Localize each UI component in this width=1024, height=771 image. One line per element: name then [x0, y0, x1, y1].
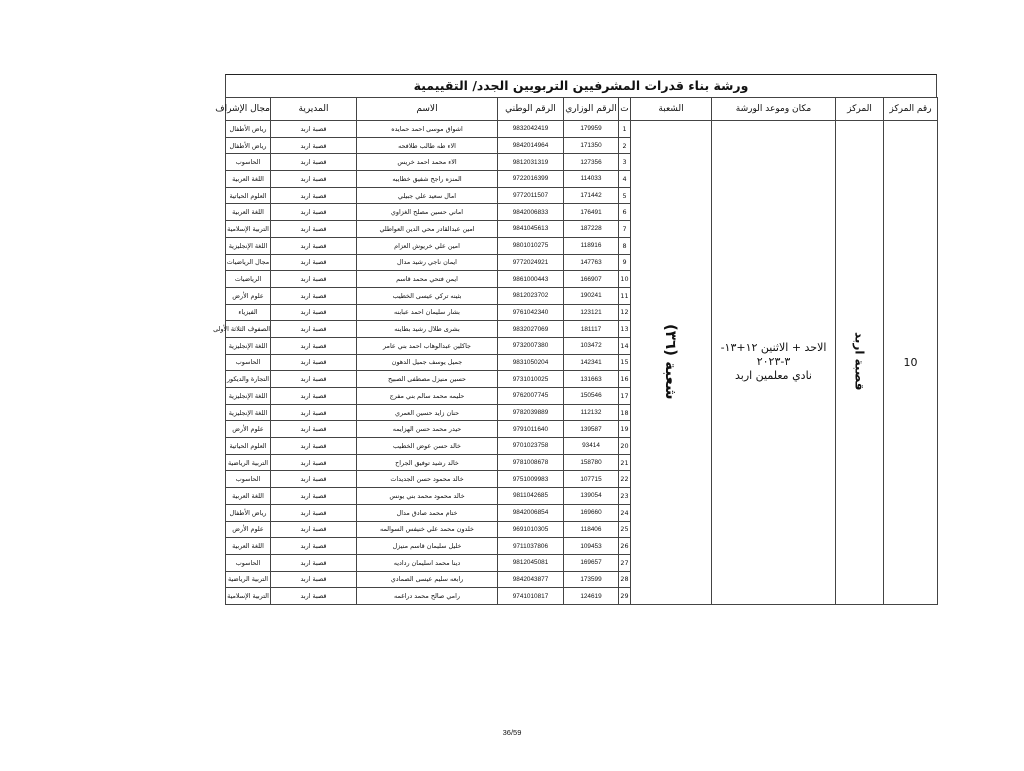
serial-cell: 8: [619, 237, 631, 254]
ministry-number-cell: 190241: [564, 287, 619, 304]
name-cell: امال سعيد علي جبيلي: [357, 187, 498, 204]
supervision-field-cell: الصفوف الثلاثة الأولى: [226, 321, 271, 338]
header-place-date: مكان وموعد الورشة: [712, 98, 836, 121]
supervision-field-cell: التربية الرياضية: [226, 571, 271, 588]
directorate-cell: قصبة اربد: [271, 454, 357, 471]
supervision-field-cell: مجال الرياضيات: [226, 254, 271, 271]
supervision-field-cell: رياض الأطفال: [226, 137, 271, 154]
serial-cell: 12: [619, 304, 631, 321]
name-cell: خليل سليمان قاسم منيزل: [357, 538, 498, 555]
directorate-cell: قصبة اربد: [271, 171, 357, 188]
national-number-cell: 9711037806: [498, 538, 564, 555]
directorate-cell: قصبة اربد: [271, 187, 357, 204]
national-number-cell: 9781008678: [498, 454, 564, 471]
serial-cell: 7: [619, 221, 631, 238]
ministry-number-cell: 158780: [564, 454, 619, 471]
name-cell: اشواق موسى احمد حمايده: [357, 121, 498, 138]
serial-cell: 28: [619, 571, 631, 588]
ministry-number-cell: 169660: [564, 504, 619, 521]
ministry-number-cell: 118916: [564, 237, 619, 254]
directorate-cell: قصبة اربد: [271, 221, 357, 238]
document-sheet: [213, 74, 937, 605]
center-number: 10: [903, 355, 918, 369]
document-title: ورشة بناء قدرات المشرفيين التربويين الجدد/ التقييمية: [225, 74, 937, 97]
ministry-number-cell: 127356: [564, 154, 619, 171]
name-cell: المنزه راجح شفيق خطايبه: [357, 171, 498, 188]
ministry-number-cell: 124619: [564, 588, 619, 605]
supervision-field-cell: الحاسوب: [226, 154, 271, 171]
name-cell: بشار سليمان احمد عبابنه: [357, 304, 498, 321]
serial-cell: 14: [619, 337, 631, 354]
name-cell: امين عبدالقادر محي الدين العواطلي: [357, 221, 498, 238]
name-cell: الاء محمد احمد خريس: [357, 154, 498, 171]
directorate-cell: قصبة اربد: [271, 388, 357, 405]
name-cell: حسين منيزل مصطفى الصبيح: [357, 371, 498, 388]
national-number-cell: 9812031319: [498, 154, 564, 171]
supervision-field-cell: اللغة الإنجليزية: [226, 404, 271, 421]
national-number-cell: 9762007745: [498, 388, 564, 405]
place-date-line-2: ٣-٢٠٢٣: [756, 355, 791, 369]
name-cell: بشرى طلال رشيد بطاينه: [357, 321, 498, 338]
serial-cell: 3: [619, 154, 631, 171]
serial-cell: 25: [619, 521, 631, 538]
name-cell: اماني حسين مصلح الغزاوي: [357, 204, 498, 221]
header-center-no: رقم المركز: [884, 98, 938, 121]
national-number-cell: 9691010305: [498, 521, 564, 538]
national-number-cell: 9772011507: [498, 187, 564, 204]
ministry-number-cell: 150546: [564, 388, 619, 405]
serial-cell: 18: [619, 404, 631, 421]
name-cell: رامي صالح محمد دراغمه: [357, 588, 498, 605]
directorate-cell: قصبة اربد: [271, 554, 357, 571]
national-number-cell: 9842006854: [498, 504, 564, 521]
name-cell: ختام محمد صادق مدال: [357, 504, 498, 521]
header-serial: ت: [619, 98, 631, 121]
directorate-cell: قصبة اربد: [271, 521, 357, 538]
directorate-cell: قصبة اربد: [271, 271, 357, 288]
table-row: [226, 121, 938, 138]
serial-cell: 13: [619, 321, 631, 338]
serial-cell: 17: [619, 388, 631, 405]
serial-cell: 1: [619, 121, 631, 138]
name-cell: رابعه سليم عيسى الصمادي: [357, 571, 498, 588]
directorate-cell: قصبة اربد: [271, 254, 357, 271]
table-body: [213, 121, 938, 605]
serial-cell: 29: [619, 588, 631, 605]
serial-cell: 4: [619, 171, 631, 188]
supervision-field-cell: علوم الأرض: [226, 421, 271, 438]
ministry-number-cell: 103472: [564, 337, 619, 354]
serial-cell: 9: [619, 254, 631, 271]
header-national-no: الرقم الوطني: [498, 98, 564, 121]
national-number-cell: 9782039889: [498, 404, 564, 421]
name-cell: ايمن فتحي محمد قاسم: [357, 271, 498, 288]
national-number-cell: 9812045081: [498, 554, 564, 571]
serial-cell: 15: [619, 354, 631, 371]
supervision-field-cell: اللغة العربية: [226, 171, 271, 188]
directorate-cell: قصبة اربد: [271, 287, 357, 304]
ministry-number-cell: 114033: [564, 171, 619, 188]
national-number-cell: 9791011640: [498, 421, 564, 438]
ministry-number-cell: 123121: [564, 304, 619, 321]
national-number-cell: 9861000443: [498, 271, 564, 288]
name-cell: امين علي خريوش العزام: [357, 237, 498, 254]
name-cell: حنان زايد حسين العمري: [357, 404, 498, 421]
supervision-field-cell: العلوم الحياتية: [226, 438, 271, 455]
name-cell: بثينه تركي عيسى الخطيب: [357, 287, 498, 304]
ministry-number-cell: 171442: [564, 187, 619, 204]
directorate-cell: قصبة اربد: [271, 438, 357, 455]
directorate-cell: قصبة اربد: [271, 488, 357, 505]
header-name: الاسم: [357, 98, 498, 121]
name-cell: الاء طه طالب طلافحه: [357, 137, 498, 154]
directorate-cell: قصبة اربد: [271, 204, 357, 221]
supervision-field-cell: التربية الإسلامية: [226, 221, 271, 238]
supervision-field-cell: اللغة العربية: [226, 204, 271, 221]
serial-cell: 22: [619, 471, 631, 488]
supervision-field-cell: الحاسوب: [226, 554, 271, 571]
participants-table: [213, 97, 938, 605]
header-center: المركز: [836, 98, 884, 121]
supervision-field-cell: اللغة العربية: [226, 488, 271, 505]
name-cell: دينا محمد اسليمان رداديه: [357, 554, 498, 571]
national-number-cell: 9731010025: [498, 371, 564, 388]
ministry-number-cell: 166907: [564, 271, 619, 288]
directorate-cell: قصبة اربد: [271, 538, 357, 555]
supervision-field-cell: الرياضيات: [226, 271, 271, 288]
name-cell: جاكلين عبدالوهاب احمد بني عامر: [357, 337, 498, 354]
directorate-cell: قصبة اربد: [271, 421, 357, 438]
national-number-cell: 9831050204: [498, 354, 564, 371]
place-date-line-1: الاحد + الاثنين ١٢+١٣-: [720, 341, 827, 355]
header-ministry-no: الرقم الوزاري: [564, 98, 619, 121]
national-number-cell: 9701023758: [498, 438, 564, 455]
national-number-cell: 9832042419: [498, 121, 564, 138]
header-directorate: المديرية: [271, 98, 357, 121]
page-number: 36/59: [502, 728, 522, 737]
directorate-cell: قصبة اربد: [271, 337, 357, 354]
name-cell: خالد محمود محمد بني يونس: [357, 488, 498, 505]
ministry-number-cell: 181117: [564, 321, 619, 338]
section-cell: [631, 121, 712, 605]
ministry-number-cell: 147763: [564, 254, 619, 271]
serial-cell: 27: [619, 554, 631, 571]
serial-cell: 23: [619, 488, 631, 505]
ministry-number-cell: 118406: [564, 521, 619, 538]
directorate-cell: قصبة اربد: [271, 371, 357, 388]
supervision-field-cell: الحاسوب: [226, 471, 271, 488]
serial-cell: 24: [619, 504, 631, 521]
name-cell: ايمان ناجي رشيد مدال: [357, 254, 498, 271]
directorate-cell: قصبة اربد: [271, 504, 357, 521]
ministry-number-cell: 176491: [564, 204, 619, 221]
supervision-field-cell: علوم الأرض: [226, 521, 271, 538]
national-number-cell: 9842014964: [498, 137, 564, 154]
directorate-cell: قصبة اربد: [271, 588, 357, 605]
directorate-cell: قصبة اربد: [271, 154, 357, 171]
supervision-field-cell: رياض الأطفال: [226, 121, 271, 138]
supervision-field-cell: اللغة الإنجليزية: [226, 237, 271, 254]
national-number-cell: 9772024921: [498, 254, 564, 271]
serial-cell: 19: [619, 421, 631, 438]
supervision-field-cell: اللغة الإنجليزية: [226, 337, 271, 354]
name-cell: حليمه محمد سالم بني مفرج: [357, 388, 498, 405]
supervision-field-cell: العلوم الحياتية: [226, 187, 271, 204]
section-name: شعبة (٣٦): [662, 323, 680, 400]
national-number-cell: 9841045613: [498, 221, 564, 238]
center-name: قصبة اربد: [852, 332, 867, 391]
ministry-number-cell: 171350: [564, 137, 619, 154]
serial-cell: 11: [619, 287, 631, 304]
supervision-field-cell: التربية الإسلامية: [226, 588, 271, 605]
header-row: [226, 98, 938, 121]
supervision-field-cell: علوم الأرض: [226, 287, 271, 304]
national-number-cell: 9811042685: [498, 488, 564, 505]
name-cell: حيدر محمد حسن الهزايمه: [357, 421, 498, 438]
center-name-cell: [836, 121, 884, 605]
supervision-field-cell: التربية الرياضية: [226, 454, 271, 471]
directorate-cell: قصبة اربد: [271, 304, 357, 321]
ministry-number-cell: 139054: [564, 488, 619, 505]
name-cell: خالد رشيد توفيق الجراح: [357, 454, 498, 471]
national-number-cell: 9842043877: [498, 571, 564, 588]
ministry-number-cell: 139587: [564, 421, 619, 438]
national-number-cell: 9812023702: [498, 287, 564, 304]
name-cell: خالد محمود حسن الجديدات: [357, 471, 498, 488]
directorate-cell: قصبة اربد: [271, 404, 357, 421]
serial-cell: 5: [619, 187, 631, 204]
serial-cell: 26: [619, 538, 631, 555]
ministry-number-cell: 93414: [564, 438, 619, 455]
national-number-cell: 9761042340: [498, 304, 564, 321]
national-number-cell: 9832027069: [498, 321, 564, 338]
header-field: مجال الإشراف: [226, 98, 271, 121]
national-number-cell: 9842006833: [498, 204, 564, 221]
national-number-cell: 9801010275: [498, 237, 564, 254]
directorate-cell: قصبة اربد: [271, 237, 357, 254]
ministry-number-cell: 107715: [564, 471, 619, 488]
supervision-field-cell: الحاسوب: [226, 354, 271, 371]
serial-cell: 6: [619, 204, 631, 221]
ministry-number-cell: 179959: [564, 121, 619, 138]
supervision-field-cell: الفيزياء: [226, 304, 271, 321]
place-date-cell: [712, 121, 836, 605]
supervision-field-cell: اللغة الإنجليزية: [226, 388, 271, 405]
header-section: الشعبة: [631, 98, 712, 121]
serial-cell: 2: [619, 137, 631, 154]
ministry-number-cell: 142341: [564, 354, 619, 371]
ministry-number-cell: 112132: [564, 404, 619, 421]
name-cell: خالد حسن عوض الخطيب: [357, 438, 498, 455]
directorate-cell: قصبة اربد: [271, 471, 357, 488]
name-cell: خلدون محمد علي خنيفس السوالمه: [357, 521, 498, 538]
directorate-cell: قصبة اربد: [271, 137, 357, 154]
supervision-field-cell: اللغة العربية: [226, 538, 271, 555]
ministry-number-cell: 187228: [564, 221, 619, 238]
national-number-cell: 9722016399: [498, 171, 564, 188]
national-number-cell: 9741010817: [498, 588, 564, 605]
ministry-number-cell: 131663: [564, 371, 619, 388]
directorate-cell: قصبة اربد: [271, 321, 357, 338]
center-number-cell: [884, 121, 938, 605]
directorate-cell: قصبة اربد: [271, 354, 357, 371]
national-number-cell: 9751009983: [498, 471, 564, 488]
supervision-field-cell: رياض الأطفال: [226, 504, 271, 521]
serial-cell: 10: [619, 271, 631, 288]
serial-cell: 20: [619, 438, 631, 455]
ministry-number-cell: 109453: [564, 538, 619, 555]
national-number-cell: 9732007380: [498, 337, 564, 354]
name-cell: جميل يوسف جميل الدهون: [357, 354, 498, 371]
directorate-cell: قصبة اربد: [271, 571, 357, 588]
serial-cell: 21: [619, 454, 631, 471]
ministry-number-cell: 169657: [564, 554, 619, 571]
directorate-cell: قصبة اربد: [271, 121, 357, 138]
supervision-field-cell: التجارة والديكور: [226, 371, 271, 388]
ministry-number-cell: 173599: [564, 571, 619, 588]
serial-cell: 16: [619, 371, 631, 388]
place-date-line-3: نادي معلمين اربد: [734, 369, 812, 383]
